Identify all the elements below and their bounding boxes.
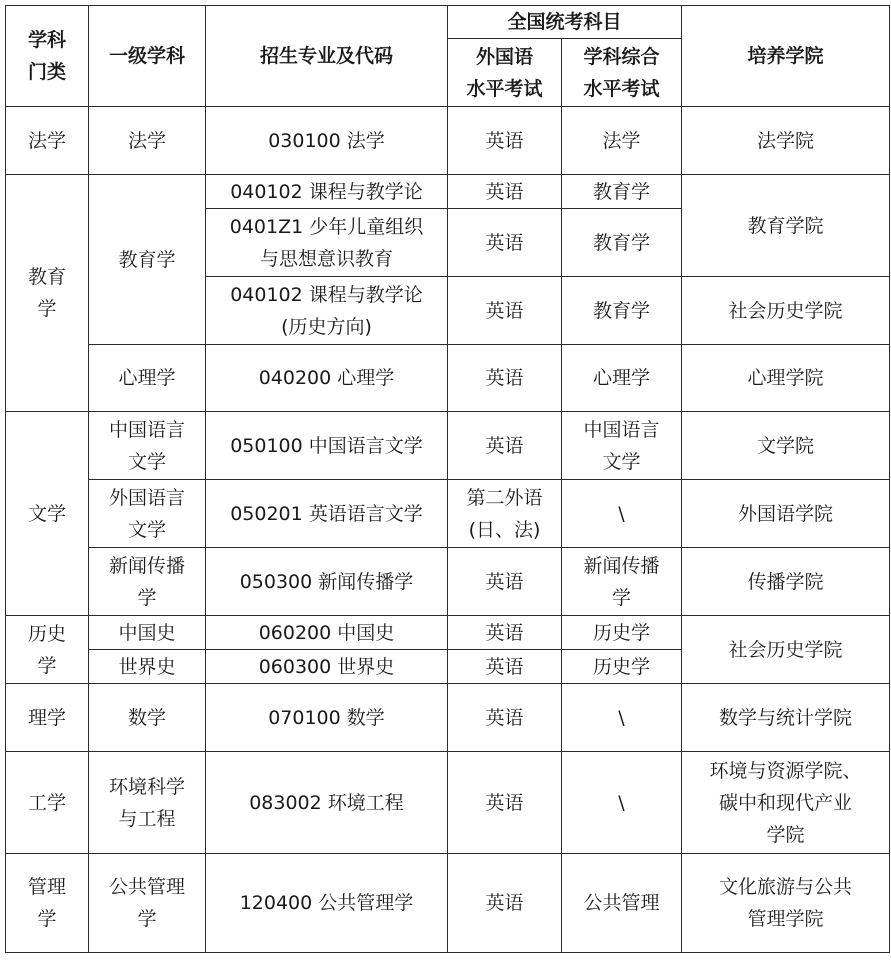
comprehensive-exam-cell: 教育学	[562, 209, 682, 277]
category-cell: 教育 学	[6, 175, 89, 412]
discipline-cell: 中国史	[89, 616, 206, 650]
major-cell: 050201 英语语言文学	[206, 480, 448, 548]
table-row	[6, 548, 890, 616]
comprehensive-exam-cell: 公共管理	[562, 854, 682, 953]
header-row	[6, 6, 890, 39]
discipline-cell: 环境科学 与工程	[89, 752, 206, 854]
category-cell: 法学	[6, 107, 89, 175]
college-cell: 文学院	[682, 412, 890, 480]
language-exam-cell: 英语	[448, 854, 562, 953]
language-exam-cell: 英语	[448, 175, 562, 209]
header-comprehensive: 学科综合 水平考试	[562, 39, 682, 107]
table-row	[6, 107, 890, 175]
college-cell: 教育学院	[682, 175, 890, 277]
language-exam-cell: 英语	[448, 650, 562, 684]
language-exam-cell: 英语	[448, 412, 562, 480]
language-exam-cell: 第二外语 (日、法)	[448, 480, 562, 548]
comprehensive-exam-cell: 历史学	[562, 616, 682, 650]
college-cell: 文化旅游与公共 管理学院	[682, 854, 890, 953]
college-cell: 传播学院	[682, 548, 890, 616]
language-exam-cell: 英语	[448, 107, 562, 175]
college-cell: 心理学院	[682, 345, 890, 412]
header-discipline: 一级学科	[89, 6, 206, 107]
discipline-cell: 外国语言 文学	[89, 480, 206, 548]
comprehensive-exam-cell: 心理学	[562, 345, 682, 412]
major-cell: 040102 课程与教学论 (历史方向)	[206, 277, 448, 345]
table-row	[6, 684, 890, 752]
comprehensive-exam-cell: \	[562, 752, 682, 854]
table-row	[6, 345, 890, 412]
table-row	[6, 175, 890, 209]
header-foreign-language: 外国语 水平考试	[448, 39, 562, 107]
comprehensive-exam-cell: 法学	[562, 107, 682, 175]
discipline-cell: 数学	[89, 684, 206, 752]
category-cell: 管理 学	[6, 854, 89, 953]
major-cell: 120400 公共管理学	[206, 854, 448, 953]
language-exam-cell: 英语	[448, 548, 562, 616]
comprehensive-exam-cell: \	[562, 684, 682, 752]
language-exam-cell: 英语	[448, 345, 562, 412]
major-cell: 050300 新闻传播学	[206, 548, 448, 616]
comprehensive-exam-cell: 新闻传播 学	[562, 548, 682, 616]
category-cell: 历史 学	[6, 616, 89, 684]
college-cell: 法学院	[682, 107, 890, 175]
major-cell: 040200 心理学	[206, 345, 448, 412]
language-exam-cell: 英语	[448, 209, 562, 277]
comprehensive-exam-cell: 中国语言 文学	[562, 412, 682, 480]
admissions-table	[5, 5, 890, 953]
discipline-cell: 公共管理 学	[89, 854, 206, 953]
comprehensive-exam-cell: \	[562, 480, 682, 548]
comprehensive-exam-cell: 教育学	[562, 277, 682, 345]
major-cell: 0401Z1 少年儿童组织 与思想意识教育	[206, 209, 448, 277]
category-cell: 文学	[6, 412, 89, 616]
table-row	[6, 480, 890, 548]
category-cell: 工学	[6, 752, 89, 854]
table-row	[6, 854, 890, 953]
major-cell: 060300 世界史	[206, 650, 448, 684]
comprehensive-exam-cell: 历史学	[562, 650, 682, 684]
header-exam-group: 全国统考科目	[448, 6, 682, 39]
table-row	[6, 412, 890, 480]
language-exam-cell: 英语	[448, 752, 562, 854]
college-cell: 外国语学院	[682, 480, 890, 548]
college-cell: 社会历史学院	[682, 277, 890, 345]
discipline-cell: 新闻传播 学	[89, 548, 206, 616]
discipline-cell: 世界史	[89, 650, 206, 684]
header-college: 培养学院	[682, 6, 890, 107]
college-cell: 社会历史学院	[682, 616, 890, 684]
college-cell: 环境与资源学院、 碳中和现代产业 学院	[682, 752, 890, 854]
major-cell: 070100 数学	[206, 684, 448, 752]
language-exam-cell: 英语	[448, 616, 562, 650]
discipline-cell: 教育学	[89, 175, 206, 345]
header-category: 学科 门类	[6, 6, 89, 107]
major-cell: 030100 法学	[206, 107, 448, 175]
discipline-cell: 心理学	[89, 345, 206, 412]
category-cell: 理学	[6, 684, 89, 752]
table-row	[6, 616, 890, 650]
major-cell: 040102 课程与教学论	[206, 175, 448, 209]
language-exam-cell: 英语	[448, 684, 562, 752]
major-cell: 050100 中国语言文学	[206, 412, 448, 480]
table-row	[6, 752, 890, 854]
college-cell: 数学与统计学院	[682, 684, 890, 752]
discipline-cell: 中国语言 文学	[89, 412, 206, 480]
language-exam-cell: 英语	[448, 277, 562, 345]
discipline-cell: 法学	[89, 107, 206, 175]
major-cell: 060200 中国史	[206, 616, 448, 650]
major-cell: 083002 环境工程	[206, 752, 448, 854]
header-major-code: 招生专业及代码	[206, 6, 448, 107]
comprehensive-exam-cell: 教育学	[562, 175, 682, 209]
